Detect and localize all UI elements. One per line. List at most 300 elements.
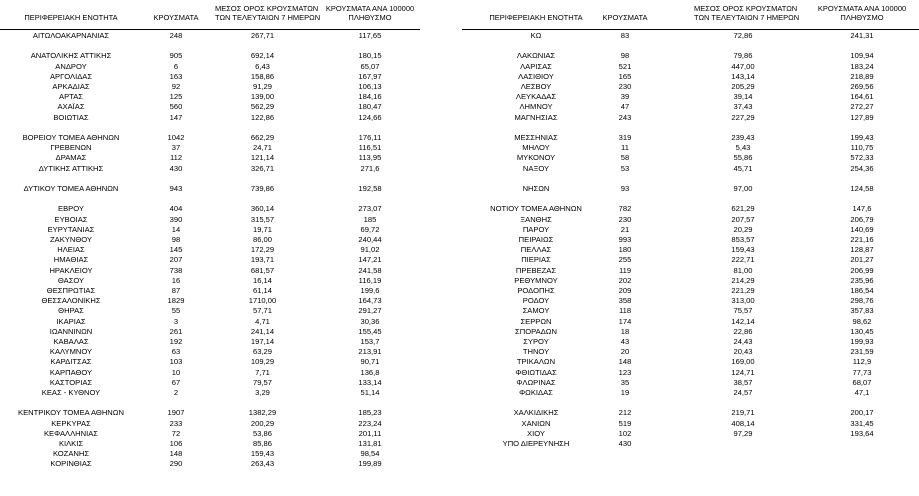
per100k-value: 186,54 — [850, 286, 874, 295]
cases-value: 180 — [618, 245, 632, 255]
per100k-value: 98,62 — [852, 316, 872, 326]
cases-value: 55 — [171, 306, 181, 316]
avg7-value: 408,14 — [731, 418, 755, 428]
cases-value: 207 — [169, 255, 183, 265]
per100k-value: 184,16 — [358, 92, 382, 102]
cases-value: 125 — [169, 92, 183, 102]
avg7-value: 3,29 — [255, 388, 270, 397]
avg7-value: 193,71 — [250, 255, 275, 265]
avg7-value: 205,29 — [731, 82, 755, 91]
header-left-region: ΠΕΡΙΦΕΡΕΙΑΚΗ ΕΝΟΤΗΤΑ — [24, 13, 118, 22]
per100k-value: 117,65 — [358, 31, 382, 40]
region-name: ΘΗΡΑΣ — [58, 306, 84, 316]
cases-value: 2 — [173, 388, 179, 397]
avg7-value: 19,71 — [252, 224, 272, 234]
avg7-value: 219,71 — [731, 408, 755, 418]
cases-value: 390 — [169, 214, 183, 224]
avg7-value: 57,71 — [252, 306, 272, 316]
per100k-value: 199,93 — [850, 337, 874, 346]
region-name: ΜΑΓΝΗΣΙΑΣ — [514, 112, 558, 122]
region-name: ΣΠΟΡΑΔΩΝ — [515, 326, 557, 336]
region-name: ΑΙΤΩΛΟΑΚΑΡΝΑΝΙΑΣ — [32, 31, 110, 40]
avg7-value: 447,00 — [731, 61, 755, 71]
per100k-value: 167,97 — [358, 71, 382, 81]
avg7-value: 172,29 — [250, 245, 275, 255]
region-name: ΣΕΡΡΩΝ — [520, 316, 552, 326]
avg7-value: 61,14 — [252, 286, 272, 295]
region-name: ΝΗΣΩΝ — [522, 184, 550, 193]
per100k-value: 147,6 — [852, 204, 872, 214]
per100k-value: 98,54 — [360, 449, 380, 459]
region-name: ΜΗΛΟΥ — [522, 143, 550, 153]
per100k-value: 199,89 — [358, 459, 382, 469]
region-name: ΚΑΣΤΟΡΙΑΣ — [49, 377, 93, 387]
region-name: ΛΗΜΝΟΥ — [519, 102, 553, 112]
cases-value: 67 — [171, 377, 181, 387]
cases-value: 738 — [169, 265, 183, 275]
cases-value: 148 — [169, 449, 183, 459]
per100k-value: 131,81 — [358, 439, 382, 448]
cases-value: 255 — [618, 255, 632, 265]
per100k-value: 133,14 — [358, 377, 382, 387]
per100k-value: 47,1 — [854, 388, 870, 397]
per100k-value: 231,59 — [850, 347, 874, 357]
cases-value: 58 — [620, 153, 630, 163]
avg7-value: 681,57 — [250, 265, 275, 275]
cases-value: 521 — [618, 61, 632, 71]
per100k-value: 69,72 — [360, 224, 380, 234]
region-name: ΛΕΣΒΟΥ — [520, 82, 552, 91]
per100k-value: 77,73 — [852, 367, 872, 377]
avg7-value: 97,29 — [733, 428, 753, 438]
cases-value: 18 — [620, 326, 630, 336]
cases-value: 87 — [171, 286, 181, 295]
cases-value: 14 — [171, 224, 181, 234]
per100k-value: 241,31 — [850, 31, 874, 40]
per100k-value: 147,21 — [358, 255, 382, 265]
cases-value: 3 — [173, 316, 179, 326]
cases-value: 560 — [169, 102, 183, 112]
per100k-value: 176,11 — [358, 133, 382, 142]
avg7-value: 6,43 — [255, 61, 270, 71]
per100k-value: 272,27 — [850, 102, 874, 112]
per100k-value: 199,43 — [850, 133, 874, 142]
avg7-value: 4,71 — [255, 316, 270, 326]
region-name: ΦΘΙΩΤΙΔΑΣ — [515, 367, 557, 377]
cases-value: 174 — [618, 316, 632, 326]
region-name: ΗΜΑΘΙΑΣ — [53, 255, 89, 265]
per100k-value: 127,89 — [850, 112, 874, 122]
region-name: ΘΕΣΠΡΩΤΙΑΣ — [46, 286, 96, 295]
region-name: ΧΑΛΚΙΔΙΚΗΣ — [513, 408, 559, 418]
avg7-value: 169,00 — [731, 357, 755, 367]
avg7-value: 692,14 — [250, 51, 275, 61]
region-name: ΠΑΡΟΥ — [522, 224, 550, 234]
avg7-value: 222,71 — [731, 255, 755, 265]
per100k-value: 223,24 — [358, 418, 382, 428]
header-left-per100k: ΚΡΟΥΣΜΑΤΑ ΑΝΑ 100000 ΠΛΗΘΥΣΜΟ — [325, 4, 415, 22]
region-name: ΛΑΣΙΘΙΟΥ — [518, 71, 554, 81]
cases-value: 233 — [169, 418, 183, 428]
avg7-value: 562,29 — [250, 102, 275, 112]
per100k-value: 185 — [363, 214, 377, 224]
avg7-value: 241,14 — [250, 326, 275, 336]
region-name: ΑΡΓΟΛΙΔΑΣ — [49, 71, 93, 81]
region-name: ΛΑΚΩΝΙΑΣ — [516, 51, 556, 61]
per100k-value: 185,23 — [358, 408, 382, 418]
avg7-value: 315,57 — [250, 214, 275, 224]
cases-value: 163 — [169, 71, 183, 81]
cases-value: 212 — [618, 408, 632, 418]
avg7-value: 139,00 — [250, 92, 275, 102]
cases-value: 47 — [620, 102, 630, 112]
cases-value: 290 — [169, 459, 183, 469]
per100k-value: 192,58 — [358, 184, 382, 193]
per100k-value: 206,79 — [850, 214, 874, 224]
avg7-value: 79,57 — [252, 377, 272, 387]
per100k-value: 291,27 — [358, 306, 382, 316]
header-left-cases: ΚΡΟΥΣΜΑΤΑ — [153, 13, 199, 22]
header-right-avg7: ΜΕΣΟΣ ΟΡΟΣ ΚΡΟΥΣΜΑΤΩΝ ΤΩΝ ΤΕΛΕΥΤΑΙΩΝ 7 ΗΜΕΡΩΝ — [694, 4, 800, 22]
avg7-value: 22,86 — [733, 326, 753, 336]
region-name: ΛΑΡΙΣΑΣ — [520, 61, 552, 71]
per100k-value: 240,44 — [358, 235, 382, 244]
avg7-value: 267,71 — [250, 31, 275, 40]
cases-value: 230 — [618, 214, 632, 224]
cases-value: 37 — [171, 143, 181, 153]
per100k-value: 206,99 — [850, 265, 874, 275]
region-name: ΛΕΥΚΑΔΑΣ — [515, 92, 557, 102]
per100k-value: 331,45 — [850, 418, 874, 428]
per100k-value: 201,11 — [358, 428, 382, 438]
avg7-value: 143,14 — [731, 71, 755, 81]
per100k-value: 193,64 — [850, 428, 874, 438]
cases-value: 404 — [169, 204, 183, 214]
avg7-value: 38,57 — [733, 377, 753, 387]
per100k-value: 269,56 — [850, 82, 874, 91]
region-name: ΚΑΒΑΛΑΣ — [53, 337, 89, 346]
cases-value: 782 — [618, 204, 632, 214]
cases-value: 92 — [171, 82, 181, 91]
cases-value: 106 — [169, 439, 183, 448]
cases-value: 63 — [171, 347, 181, 357]
region-name: ΙΩΑΝΝΙΝΩΝ — [49, 326, 93, 336]
cases-value: 72 — [171, 428, 181, 438]
region-name: ΝΟΤΙΟΥ ΤΟΜΕΑ ΑΘΗΝΩΝ — [490, 204, 582, 214]
region-name: ΡΟΔΟΥ — [522, 296, 550, 306]
region-name: ΠΙΕΡΙΑΣ — [521, 255, 551, 265]
per100k-value: 30,36 — [360, 316, 380, 326]
cases-value: 112 — [169, 153, 183, 163]
avg7-value: 86,00 — [252, 235, 272, 244]
avg7-value: 109,29 — [250, 357, 275, 367]
per100k-value: 221,16 — [850, 235, 874, 244]
region-name: ΝΑΞΟΥ — [522, 163, 550, 173]
per100k-value: 357,83 — [850, 306, 874, 316]
cases-value: 319 — [618, 133, 632, 142]
per100k-value: 110,75 — [850, 143, 874, 153]
avg7-value: 91,29 — [252, 82, 272, 91]
avg7-value: 197,14 — [250, 337, 275, 346]
avg7-value: 121,14 — [250, 153, 275, 163]
header-left-avg7: ΜΕΣΟΣ ΟΡΟΣ ΚΡΟΥΣΜΑΤΩΝ ΤΩΝ ΤΕΛΕΥΤΑΙΩΝ 7 ΗΜΕΡΩΝ — [215, 4, 321, 22]
per100k-value: 199,6 — [360, 286, 380, 295]
cases-value: 519 — [618, 418, 632, 428]
cases-value: 10 — [171, 367, 181, 377]
per100k-value: 124,58 — [850, 184, 874, 193]
cases-value: 16 — [171, 275, 181, 285]
per100k-value: 254,36 — [850, 163, 874, 173]
region-name: ΔΥΤΙΚΟΥ ΤΟΜΕΑ ΑΘΗΝΩΝ — [23, 184, 119, 193]
per100k-value: 200,17 — [850, 408, 874, 418]
region-name: ΘΑΣΟΥ — [57, 275, 85, 285]
region-name: ΚΟΖΑΝΗΣ — [52, 449, 90, 459]
avg7-value: 20,43 — [733, 347, 753, 357]
region-name: ΠΕΛΛΑΣ — [520, 245, 552, 255]
per100k-value: 273,07 — [358, 204, 382, 214]
avg7-value: 45,71 — [733, 163, 753, 173]
region-name: ΑΡΚΑΔΙΑΣ — [52, 82, 90, 91]
avg7-value: 239,43 — [731, 133, 755, 142]
region-name: ΓΡΕΒΕΝΩΝ — [50, 143, 92, 153]
cases-value: 430 — [169, 163, 183, 173]
region-name: ΕΥΒΟΙΑΣ — [54, 214, 88, 224]
per100k-value: 106,13 — [358, 82, 382, 91]
avg7-value: 5,43 — [735, 143, 751, 153]
per100k-value: 51,14 — [360, 388, 380, 397]
region-name: ΞΑΝΘΗΣ — [520, 214, 552, 224]
per100k-value: 136,8 — [360, 367, 380, 377]
table-header — [0, 3, 919, 31]
region-name: ΔΡΑΜΑΣ — [55, 153, 87, 163]
region-name: ΚΕΦΑΛΛΗΝΙΑΣ — [43, 428, 99, 438]
cases-value: 53 — [620, 163, 630, 173]
per100k-value: 298,76 — [850, 296, 874, 306]
per100k-value: 91,02 — [360, 245, 380, 255]
per100k-value: 130,45 — [850, 326, 874, 336]
cases-value: 243 — [618, 112, 632, 122]
region-name: ΥΠΟ ΔΙΕΡΕΥΝΗΣΗ — [502, 439, 570, 448]
region-name: ΑΧΑΪΑΣ — [57, 102, 85, 112]
cases-value: 19 — [620, 388, 630, 397]
avg7-value: 39,14 — [733, 92, 753, 102]
region-name: ΚΑΛΥΜΝΟΥ — [49, 347, 93, 357]
per100k-value: 235,96 — [850, 275, 874, 285]
cases-value: 358 — [618, 296, 632, 306]
avg7-value: 263,43 — [250, 459, 275, 469]
cases-value: 248 — [169, 31, 183, 40]
per100k-value: 128,87 — [850, 245, 874, 255]
region-name: ΑΡΤΑΣ — [59, 92, 83, 102]
per100k-value: 116,51 — [358, 143, 382, 153]
cases-value: 11 — [621, 143, 629, 153]
cases-value: 103 — [169, 357, 183, 367]
cases-value: 1042 — [167, 133, 185, 142]
avg7-value: 85,86 — [252, 439, 272, 448]
region-name: ΚΕΡΚΥΡΑΣ — [51, 418, 91, 428]
avg7-value: 853,57 — [731, 235, 755, 244]
avg7-value: 1382,29 — [248, 408, 277, 418]
per100k-value: 90,71 — [360, 357, 380, 367]
region-name: ΙΚΑΡΙΑΣ — [56, 316, 86, 326]
cases-value: 1907 — [167, 408, 185, 418]
per100k-value: 180,15 — [358, 51, 382, 61]
region-name: ΦΩΚΙΔΑΣ — [519, 388, 553, 397]
region-name: ΡΕΘΥΜΝΟΥ — [514, 275, 558, 285]
region-name: ΚΕΑΣ - ΚΥΘΝΟΥ — [41, 388, 101, 397]
avg7-value: 214,29 — [731, 275, 755, 285]
avg7-value: 79,86 — [733, 51, 753, 61]
per100k-value: 213,91 — [358, 347, 382, 357]
region-name: ΕΒΡΟΥ — [58, 204, 84, 214]
region-name: ΧΙΟΥ — [527, 428, 545, 438]
avg7-value: 97,00 — [733, 184, 753, 193]
region-name: ΣΥΡΟΥ — [523, 337, 549, 346]
cases-value: 119 — [618, 265, 632, 275]
per100k-value: 124,66 — [358, 112, 382, 122]
region-name: ΔΥΤΙΚΗΣ ΑΤΤΙΚΗΣ — [38, 163, 104, 173]
region-name: ΑΝΔΡΟΥ — [55, 61, 87, 71]
avg7-value: 360,14 — [250, 204, 275, 214]
avg7-value: 326,71 — [250, 163, 275, 173]
cases-value: 261 — [169, 326, 183, 336]
per100k-value: 113,95 — [358, 153, 382, 163]
avg7-value: 24,57 — [733, 388, 753, 397]
region-name: ΘΕΣΣΑΛΟΝΙΚΗΣ — [41, 296, 101, 306]
per100k-value: 164,61 — [850, 92, 874, 102]
cases-value: 102 — [618, 428, 632, 438]
per100k-value: 116,19 — [358, 275, 382, 285]
avg7-value: 63,29 — [252, 347, 272, 357]
region-name: ΦΛΩΡΙΝΑΣ — [516, 377, 556, 387]
region-name: ΕΥΡΥΤΑΝΙΑΣ — [47, 224, 95, 234]
region-name: ΜΕΣΣΗΝΙΑΣ — [514, 133, 558, 142]
per100k-value: 109,94 — [850, 51, 874, 61]
cases-value: 943 — [169, 184, 183, 193]
region-name: ΖΑΚΥΝΘΟΥ — [50, 235, 92, 244]
avg7-value: 53,86 — [252, 428, 272, 438]
region-name: ΚΙΛΚΙΣ — [58, 439, 84, 448]
per100k-value: 572,33 — [850, 153, 874, 163]
cases-value: 123 — [618, 367, 632, 377]
header-right-cases: ΚΡΟΥΣΜΑΤΑ — [602, 13, 648, 22]
per100k-value: 180,47 — [358, 102, 382, 112]
header-right-region: ΠΕΡΙΦΕΡΕΙΑΚΗ ΕΝΟΤΗΤΑ — [489, 13, 583, 22]
per100k-value: 112,9 — [852, 357, 872, 367]
avg7-value: 313,00 — [731, 296, 755, 306]
avg7-value: 16,14 — [252, 275, 272, 285]
region-name: ΧΑΝΙΩΝ — [521, 418, 551, 428]
avg7-value: 221,29 — [731, 286, 755, 295]
per100k-value: 155,45 — [358, 326, 382, 336]
cases-value: 230 — [618, 82, 632, 91]
cases-value: 202 — [618, 275, 632, 285]
avg7-value: 159,43 — [731, 245, 755, 255]
region-name: ΣΑΜΟΥ — [522, 306, 550, 316]
region-name: ΗΡΑΚΛΕΙΟΥ — [49, 265, 93, 275]
per100k-value: 241,58 — [358, 265, 382, 275]
region-name: ΠΡΕΒΕΖΑΣ — [515, 265, 557, 275]
avg7-value: 621,29 — [731, 204, 755, 214]
cases-value: 147 — [169, 112, 183, 122]
region-name: ΚΑΡΠΑΘΟΥ — [49, 367, 93, 377]
per100k-value: 218,89 — [850, 71, 874, 81]
header-rule-left — [0, 29, 420, 30]
avg7-value: 227,29 — [731, 112, 755, 122]
avg7-value: 207,57 — [731, 214, 755, 224]
cases-value: 43 — [620, 337, 630, 346]
cases-value: 145 — [169, 245, 183, 255]
cases-value: 118 — [618, 306, 632, 316]
avg7-value: 124,71 — [731, 367, 755, 377]
region-name: ΜΥΚΟΝΟΥ — [516, 153, 556, 163]
region-name: ΠΕΙΡΑΙΩΣ — [518, 235, 554, 244]
per100k-value: 65,07 — [360, 61, 380, 71]
avg7-value: 7,71 — [255, 367, 270, 377]
region-name: ΗΛΕΙΑΣ — [57, 245, 85, 255]
avg7-value: 739,86 — [250, 184, 275, 193]
cases-value: 1829 — [167, 296, 185, 306]
avg7-value: 1710,00 — [248, 296, 277, 306]
region-name: ΚΑΡΔΙΤΣΑΣ — [50, 357, 92, 367]
region-name: ΚΟΡΙΝΘΙΑΣ — [50, 459, 92, 469]
cases-value: 83 — [620, 31, 630, 40]
cases-value: 35 — [620, 377, 630, 387]
per100k-value: 153,7 — [360, 337, 380, 346]
cases-value: 192 — [169, 337, 183, 346]
avg7-value: 142,14 — [731, 316, 755, 326]
per100k-value: 68,07 — [852, 377, 872, 387]
cases-value: 6 — [173, 61, 179, 71]
cases-value: 20 — [620, 347, 630, 357]
avg7-value: 24,71 — [252, 143, 272, 153]
cases-value: 39 — [620, 92, 630, 102]
cases-value: 148 — [618, 357, 632, 367]
avg7-value: 122,86 — [250, 112, 275, 122]
avg7-value: 75,57 — [733, 306, 753, 316]
cases-value: 430 — [618, 439, 632, 448]
avg7-value: 159,43 — [250, 449, 275, 459]
cases-value: 209 — [618, 286, 632, 295]
avg7-value: 158,86 — [250, 71, 275, 81]
region-name: ΑΝΑΤΟΛΙΚΗΣ ΑΤΤΙΚΗΣ — [30, 51, 112, 61]
avg7-value: 81,00 — [733, 265, 753, 275]
avg7-value: 55,86 — [733, 153, 753, 163]
cases-value: 993 — [618, 235, 632, 244]
region-name: ΚΩ — [530, 31, 542, 40]
region-name: ΚΕΝΤΡΙΚΟΥ ΤΟΜΕΑ ΑΘΗΝΩΝ — [18, 408, 124, 418]
per100k-value: 164,73 — [358, 296, 382, 306]
cases-value: 165 — [618, 71, 632, 81]
avg7-value: 24,43 — [733, 337, 753, 346]
cases-value: 98 — [171, 235, 181, 244]
per100k-value: 140,69 — [850, 224, 874, 234]
header-rule-right — [462, 29, 919, 30]
cases-value: 93 — [620, 184, 630, 193]
region-name: ΤΗΝΟΥ — [522, 347, 550, 357]
region-name: ΒΟΙΩΤΙΑΣ — [53, 112, 89, 122]
region-name: ΒΟΡΕΙΟΥ ΤΟΜΕΑ ΑΘΗΝΩΝ — [22, 133, 120, 142]
cases-value: 98 — [620, 51, 630, 61]
cases-value: 21 — [620, 224, 630, 234]
region-name: ΤΡΙΚΑΛΩΝ — [516, 357, 556, 367]
per100k-value: 201,27 — [850, 255, 874, 265]
per100k-value: 183,24 — [850, 61, 874, 71]
avg7-value: 200,29 — [250, 418, 275, 428]
per100k-value: 271,6 — [360, 163, 380, 173]
avg7-value: 662,29 — [250, 133, 275, 142]
avg7-value: 37,43 — [733, 102, 753, 112]
